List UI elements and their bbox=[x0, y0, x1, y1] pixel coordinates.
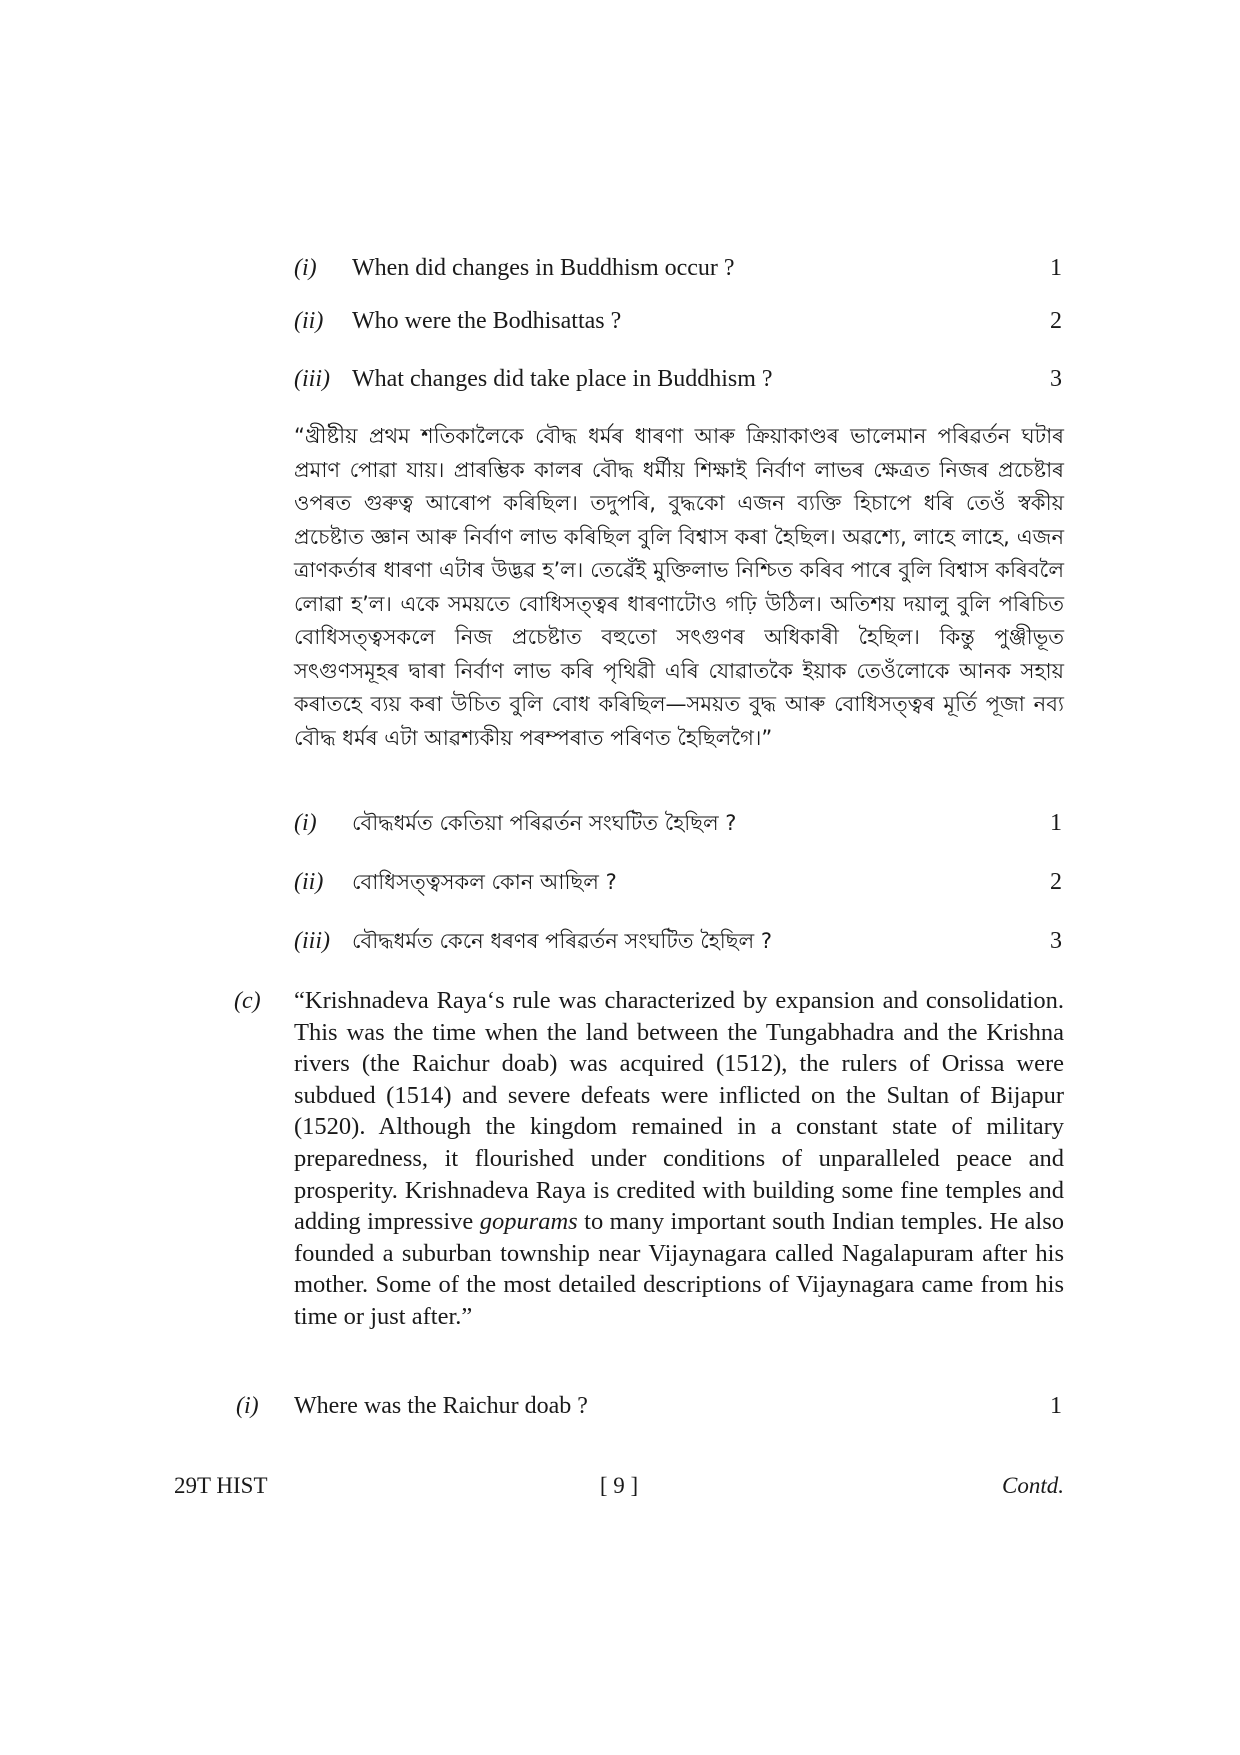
page-number: [ 9 ] bbox=[599, 1473, 639, 1498]
question-marks: 2 bbox=[1050, 869, 1062, 895]
question-text: Where was the Raichur doab ? bbox=[294, 1393, 588, 1419]
question-marks: 1 bbox=[1050, 1393, 1062, 1419]
question-number: (i) bbox=[294, 810, 317, 836]
passage-text: to many important south Indian temples. He also founded a suburban township near Vijaynagara called Nagalapuram after his mother. Some of the most detailed descriptions of Vijaynagara came from his time or just after.” bbox=[294, 1208, 1064, 1330]
question-text: What changes did take place in Buddhism ? bbox=[352, 366, 773, 392]
question-number: (iii) bbox=[294, 928, 330, 954]
question-number: (i) bbox=[294, 255, 317, 281]
question-text: Who were the Bodhisattas ? bbox=[352, 308, 622, 334]
question-marks: 1 bbox=[1050, 810, 1062, 836]
paper-code: 29T HIST bbox=[174, 1473, 268, 1498]
english-passage bbox=[294, 985, 1064, 1333]
question-marks: 2 bbox=[1050, 308, 1062, 334]
question-marks: 1 bbox=[1050, 255, 1062, 281]
question-number: (i) bbox=[236, 1393, 259, 1419]
section-label: (c) bbox=[234, 988, 261, 1014]
question-text: When did changes in Buddhism occur ? bbox=[352, 255, 735, 281]
question-text: বোধিসত্ত্বসকল কোন আছিল ? bbox=[352, 870, 617, 894]
continued-label: Contd. bbox=[1002, 1473, 1064, 1498]
passage-italic-term: gopurams bbox=[479, 1208, 578, 1236]
question-marks: 3 bbox=[1050, 928, 1062, 954]
question-marks: 3 bbox=[1050, 366, 1062, 392]
passage-text: “Krishnadeva Raya‘s rule was characterized by expansion and consolidation. This was the time when the land between the Tungabhadra and the Krishna rivers (the Raichur doab) was acquired (1512), the rulers of Orissa were subdued (1514) and severe defeats were inflicted on the Sultan of Bijapur (1520). Although the kingdom remained in a constant state of military preparedness, it flourished under conditions of unparalleled peace and prosperity. Krishnadeva Raya is credited with building some fine temples and adding impressive bbox=[294, 987, 1064, 1236]
question-number: (iii) bbox=[294, 366, 330, 392]
question-number: (ii) bbox=[294, 869, 324, 895]
assamese-passage: “খ্ৰীষ্টীয় প্ৰথম শতিকালৈকে বৌদ্ধ ধৰ্মৰ ধাৰণা আৰু ক্ৰিয়াকাণ্ডৰ ভালেমান পৰিৱৰ্তন ঘটাৰ প্ৰমাণ পোৱা যায়। প্ৰাৰম্ভিক কালৰ বৌদ্ধ ধৰ্মীয় শিক্ষাই নিৰ্বাণ লাভৰ ক্ষেত্ৰত নিজৰ প্ৰচেষ্টাৰ ওপৰত গুৰুত্ব আৰোপ কৰিছিল। তদুপৰি, বুদ্ধকো এজন ব্যক্তি হিচাপে ধৰি তেওঁ স্বকীয় প্ৰচেষ্টাত জ্ঞান আৰু নিৰ্বাণ লাভ কৰিছিল বুলি বিশ্বাস কৰা হৈছিল। অৱশ্যে, লাহে লাহে, এজন ত্ৰাণকৰ্তাৰ ধাৰণা এটাৰ উদ্ভৱ হ’ল। তেৱেঁই মুক্তিলাভ নিশ্চিত কৰিব পাৰে বুলি বিশ্বাস কৰিবলৈ লোৱা হ’ল। একে সময়তে বোধিসত্ত্বৰ ধাৰণাটোও গঢ়ি উঠিল। অতিশয় দয়ালু বুলি পৰিচিত বোধিসত্ত্বসকলে নিজ প্ৰচেষ্টাত বহুতো সৎগুণৰ অধিকাৰী হৈছিল। কিন্তু পুঞ্জীভূত সৎগুণসমূহৰ দ্বাৰা নিৰ্বাণ লাভ কৰি পৃথিৱী এৰি যোৱাতকৈ ইয়াক তেওঁলোকে আনক সহায় কৰাতহে ব্যয় কৰা উচিত বুলি বোধ কৰিছিল—সময়ত বুদ্ধ আৰু বোধিসত্ত্বৰ মূৰ্তি পূজা নব্য বৌদ্ধ ধৰ্মৰ এটা আৱশ্যকীয় পৰম্পৰাত পৰিণত হৈছিলগৈ।” bbox=[294, 424, 1064, 750]
question-text: বৌদ্ধধৰ্মত কেতিয়া পৰিৱৰ্তন সংঘটিত হৈছিল ? bbox=[352, 811, 737, 835]
question-number: (ii) bbox=[294, 308, 324, 334]
question-text: বৌদ্ধধৰ্মত কেনে ধৰণৰ পৰিৱৰ্তন সংঘটিত হৈছিল ? bbox=[352, 929, 772, 953]
